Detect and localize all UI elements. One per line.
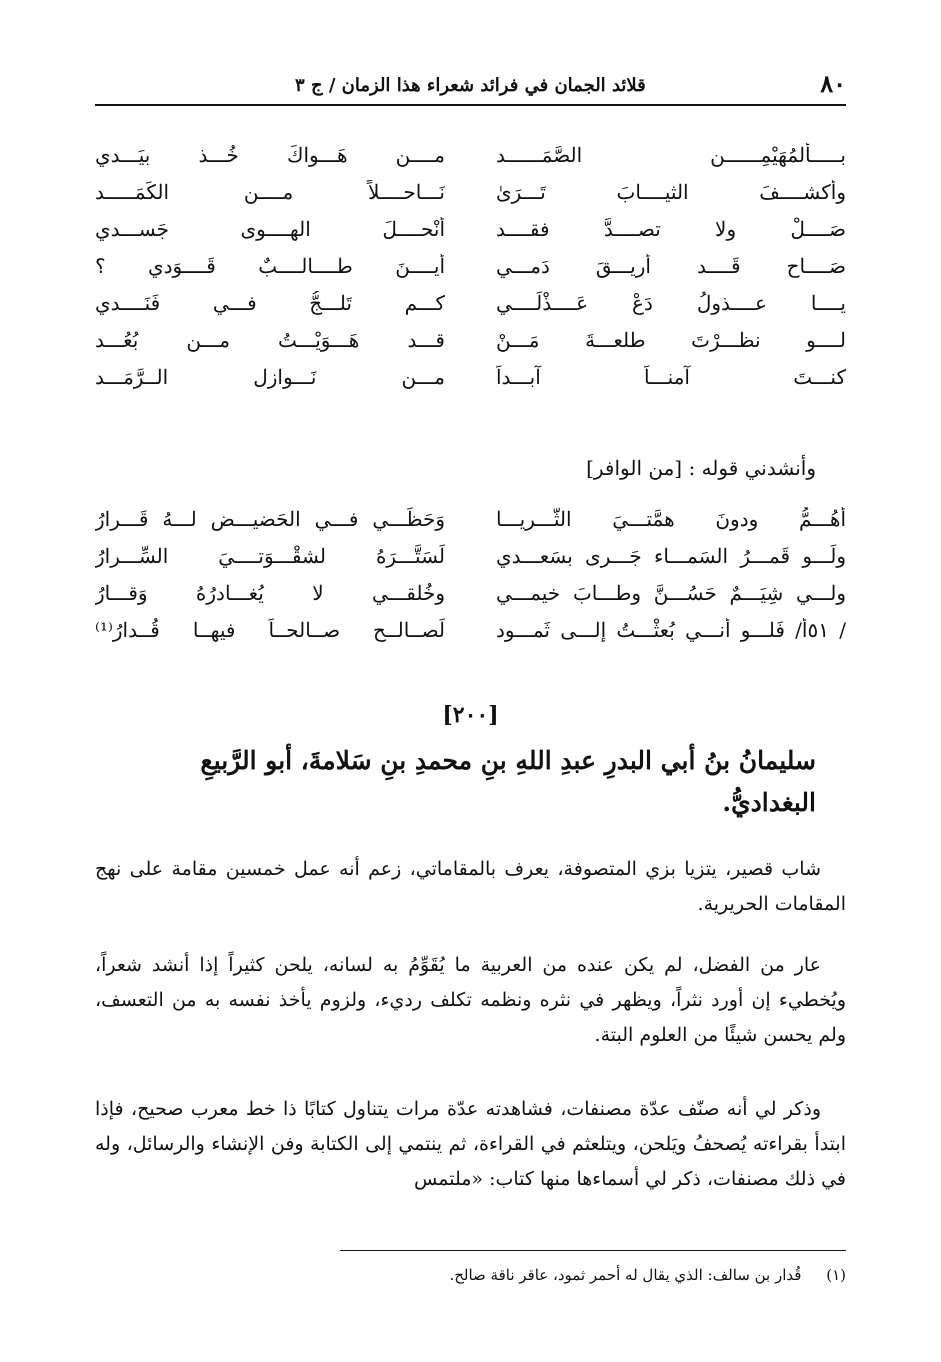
hemistich-second: أنْحــــلَ الهــــوى جَســـدي	[95, 216, 445, 241]
entry-title: سليمانُ بنُ أبي البدرِ عبدِ اللهِ بنِ محمدِ بنِ سَلامةَ، أبو الرَّبيعِ البغداديُّ.	[200, 746, 816, 817]
verse	[95, 210, 846, 247]
footnote-text: قُدار بن سالف: الذي يقال له أحمر ثمود، عاقر ناقة صالح.	[449, 1266, 802, 1284]
footnote-marker: (١)	[826, 1266, 846, 1284]
footnote-divider	[340, 1250, 846, 1251]
verse	[95, 247, 846, 284]
hemistich-second: وَحَظِّـــي فـــي الحَضيـــض لـــهُ قَـــرارُ	[95, 506, 445, 531]
hemistich-second: لَصــالــح صــالحــاً فيهــا قُــدارُ⁽¹⁾	[95, 617, 445, 642]
verse	[95, 574, 846, 611]
verse	[95, 358, 846, 395]
hemistich-first: ولَـــو قَمـــرُ السَمـــاء جَـــرى بسَعـــدي	[496, 543, 846, 568]
page-number: ٨٠	[820, 69, 846, 98]
poem-intro: وأنشدني قوله : [من الوافر]	[586, 456, 816, 480]
hemistich-second: قـــد هَـــوَيْـــتُ مـــن بُعُـــد	[95, 327, 445, 352]
hemistich-second: كـــم تَلـــجُّ فـــي فَنَــــدي	[95, 290, 445, 315]
hemistich-first: بـــــأَلمُهَيْمِــــــن الصَّمَــــــد	[496, 142, 846, 167]
hemistich-first: كنـــتَ آمنـــاً آبـــداً	[496, 364, 846, 389]
hemistich-second: أيــــنَ طــــالــــبٌ قَــــوَدي ؟	[95, 253, 445, 278]
verse	[95, 173, 846, 210]
hemistich-first: أهُـــمُّ ودونَ همَّتـــيَ الثُّـــريـــا	[496, 506, 846, 531]
running-title: قلائد الجمان في فرائد شعراء هذا الزمان / ج ٣	[295, 75, 646, 96]
paragraph: عار من الفضل، لم يكن عنده من العربية ما يُقَوِّمُ به لسانه، يلحن كثيراً إذا أنشد شعراً، ويُخطيء إن أورد نثراً، ويظهر في نثره ونظمه تكلف رديء، ولزوم يأخذ نفسه به من التعسف، ولم يحسن شيئًا من العلوم البتة.	[95, 954, 846, 1046]
hemistich-first: ولـــي شِيَـــمٌ حَسُـــنَّ وطـــابَ خيمـــي	[496, 580, 846, 605]
hemistich-first: لــــو نظـــرْتَ طلعـــةَ مَـــنْ	[496, 327, 846, 352]
verse	[95, 321, 846, 358]
poem-second	[95, 500, 846, 648]
verse	[95, 611, 846, 648]
hemistich-second: لَسَتَّـــرَهُ لشقْـــوَتــــيَ السِّـــرارُ	[95, 543, 445, 568]
hemistich-first: وأكشــــفَ الثيــــابَ تَـــرَىٰ	[496, 179, 846, 204]
hemistich-second: مــــن هَـــواكَ خُـــذ بيَـــدي	[95, 142, 445, 167]
verse	[95, 136, 846, 173]
hemistich-first: / ٥١أ/ فَلـــو أنـــي بُعثْـــتُ إلـــى ثَمـــود	[496, 617, 846, 642]
hemistich-second: نَـــاحــــلاً مــــن الكَمَـــــد	[95, 179, 445, 204]
paragraph: وذكر لي أنه صنّف عدّة مصنفات، فشاهدته عدّة مرات يتناول كتابًا ذا خط معرب صحيح، فإذا ابتدأ بقراءته يُصحفُ ويَلحن، ويتلعثم في القراءة، ثم ينتمي إلى الكتابة وفن الإنشاء والرسائل، وله في ذلك مصنفات، ذكر لي أسماءها منها كتاب: «ملتمس	[95, 1098, 846, 1190]
hemistich-first: صَــــاحِ قَــــد أُريـــقَ دَمـــي	[496, 253, 846, 278]
verse	[95, 500, 846, 537]
hemistich-first: صَــــلْ ولا تصــــدَّ فقــــد	[496, 216, 846, 241]
verse	[95, 284, 846, 321]
verse	[95, 537, 846, 574]
poem-first	[95, 136, 846, 395]
entry-number: [٢٠٠]	[442, 702, 499, 728]
footnote	[449, 1266, 846, 1284]
hemistich-second: وخُلقـــي لا يُغـــادرُهُ وَقـــارُ	[95, 580, 445, 605]
paragraph: شاب قصير، يتزيا بزي المتصوفة، يعرف بالمقاماتي، زعم أنه عمل خمسين مقامة على نهج المقامات الحريرية.	[95, 858, 846, 915]
hemistich-first: يــــا عــــذولُ دَعْ عَــــذْلَــــي	[496, 290, 846, 315]
running-header	[95, 64, 846, 106]
hemistich-second: مـــن نَـــوازِل الــرَّمَـــد	[95, 364, 445, 389]
